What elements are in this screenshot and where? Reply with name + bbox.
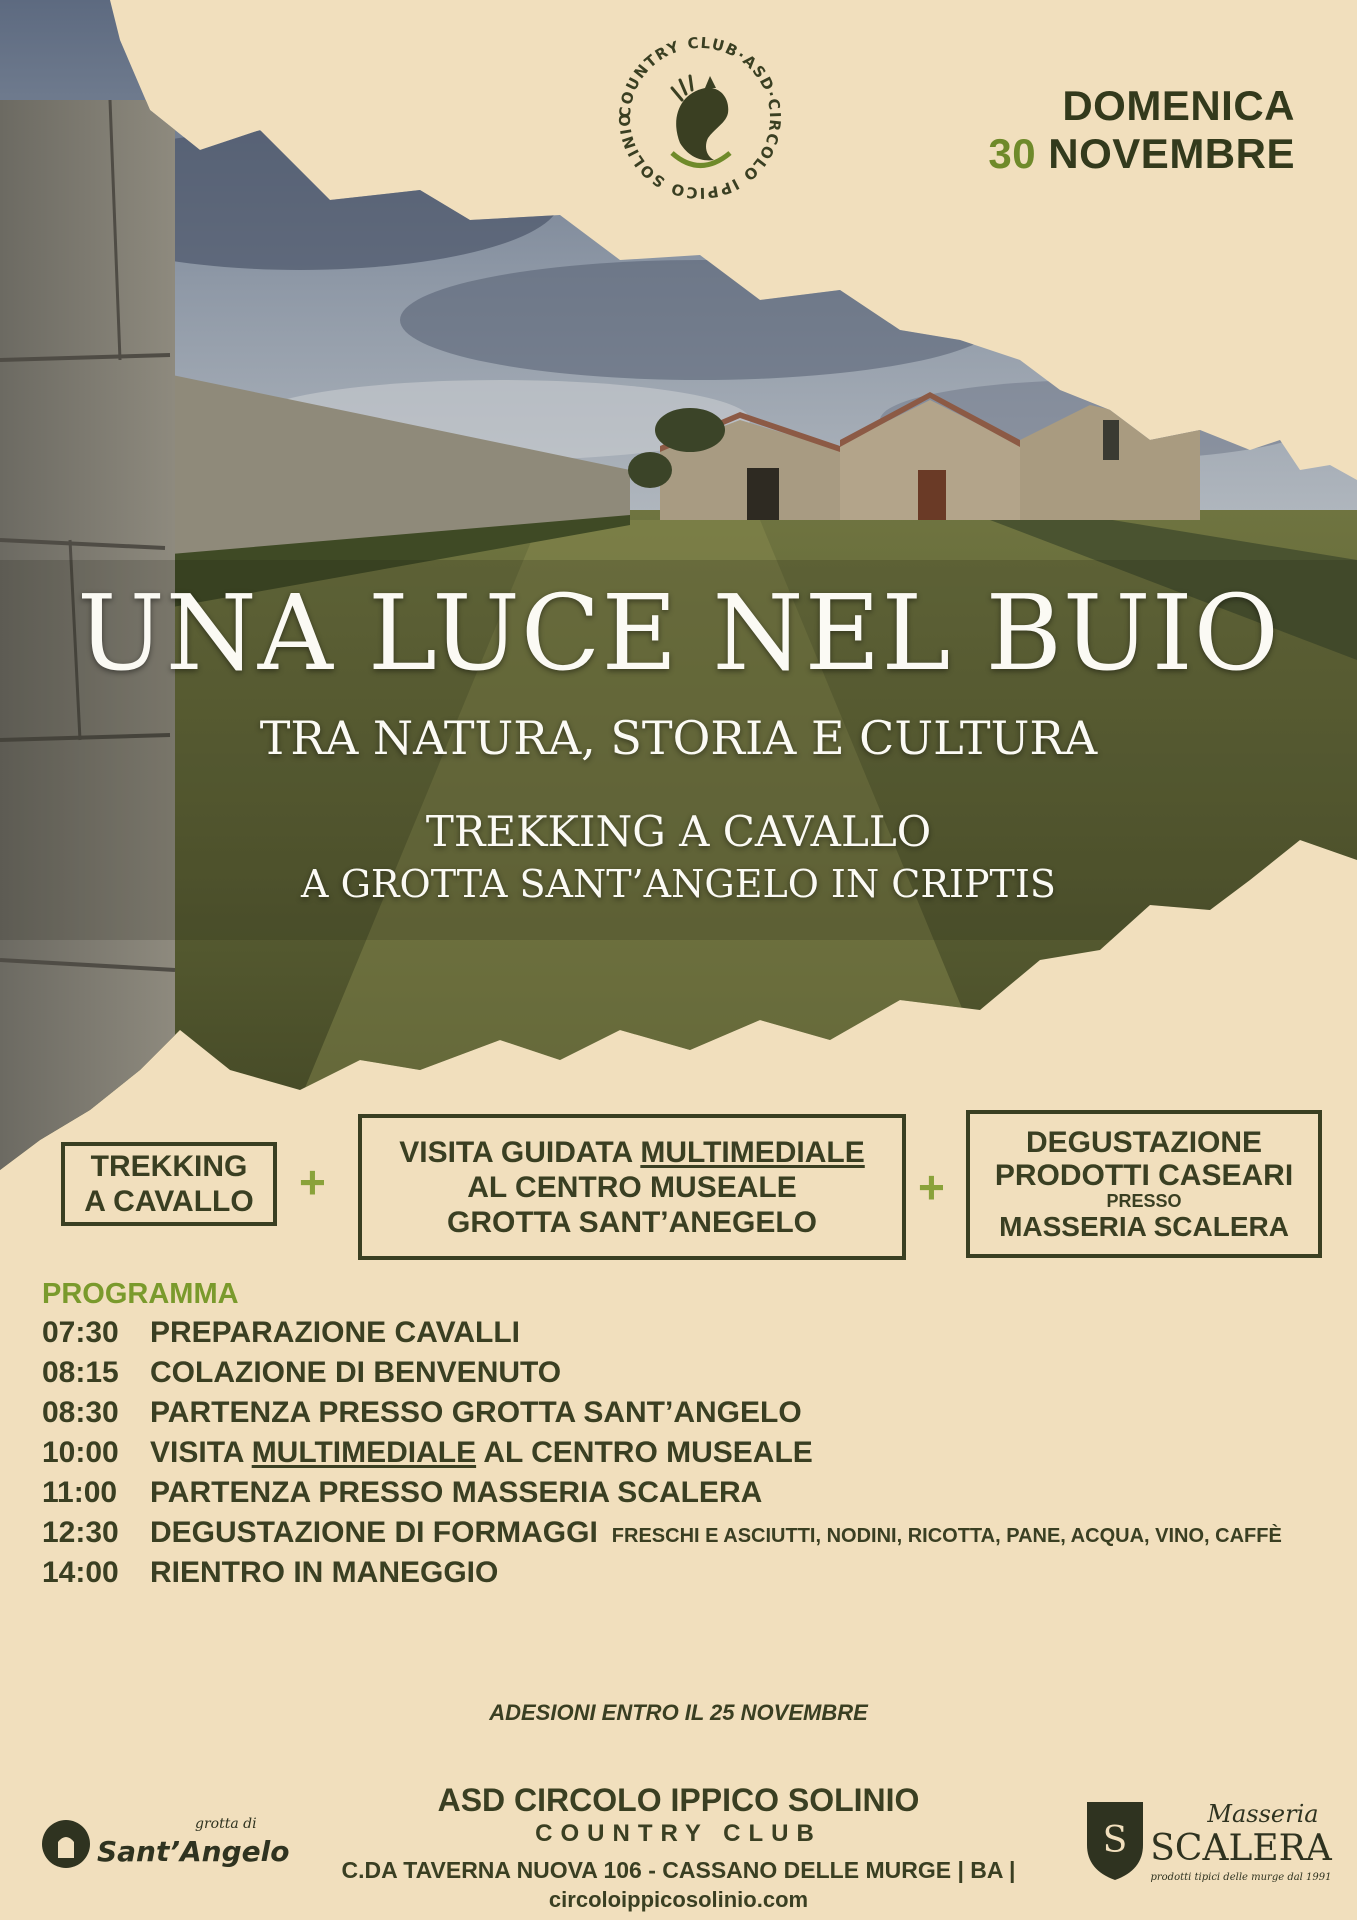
program-item xyxy=(42,1436,1282,1476)
club-address: C.DA TAVERNA NUOVA 106 - CASSANO DELLE MURGE | BA | xyxy=(341,1857,1016,1883)
program-time: 08:15 xyxy=(42,1356,119,1389)
masseria-scalera-logo xyxy=(1083,1790,1333,1890)
svg-text:COUNTRY CLUB·ASD·CIRCOLO IPPIC: COUNTRY CLUB·ASD·CIRCOLO IPPICO SOLINIO xyxy=(615,33,785,203)
event-tagline-2: A GROTTA SANT’ANGELO IN CRIPTIS xyxy=(301,862,1056,906)
activity-box-line: PRESSO xyxy=(1106,1190,1182,1211)
program-text: COLAZIONE DI BENVENUTO xyxy=(150,1356,562,1389)
activity-box-line: AL CENTRO MUSEALE xyxy=(467,1170,797,1204)
club-subtitle: COUNTRY CLUB xyxy=(535,1820,822,1847)
activity-box-text: VISITA GUIDATA xyxy=(399,1135,641,1169)
program-text: RIENTRO IN MANEGGIO xyxy=(150,1556,499,1589)
activity-box-trekking xyxy=(61,1142,277,1226)
activity-box-line xyxy=(362,1135,902,1170)
program-text: AL CENTRO MUSEALE xyxy=(476,1436,813,1469)
program-time: 14:00 xyxy=(42,1556,119,1589)
program-item xyxy=(42,1476,1282,1516)
program-title: PROGRAMMA xyxy=(42,1278,239,1310)
club-name: ASD CIRCOLO IPPICO SOLINIO xyxy=(437,1782,920,1818)
event-subtitle: TRA NATURA, STORIA E CULTURA xyxy=(259,711,1098,765)
program-item xyxy=(42,1556,1282,1596)
program-text-underlined: MULTIMEDIALE xyxy=(251,1436,477,1469)
program-time: 08:30 xyxy=(42,1396,119,1429)
event-month: NOVEMBRE xyxy=(1048,130,1295,177)
program-text: DEGUSTAZIONE DI FORMAGGI xyxy=(150,1516,598,1549)
event-day-number: 30 xyxy=(988,130,1037,177)
sant-angelo-logo xyxy=(40,1806,290,1876)
club-logo xyxy=(610,28,790,208)
club-website[interactable]: circoloippicosolinio.com xyxy=(548,1887,809,1912)
program-item xyxy=(42,1396,1282,1436)
scalera-badge-letter: S xyxy=(1102,1820,1128,1861)
program-item xyxy=(42,1516,1282,1556)
program-schedule xyxy=(42,1316,1282,1596)
activity-box-line: MASSERIA SCALERA xyxy=(999,1210,1289,1242)
scalera-name: SCALERA xyxy=(1150,1828,1332,1869)
event-date xyxy=(988,82,1295,178)
adhesion-deadline: ADESIONI ENTRO IL 25 NOVEMBRE xyxy=(489,1700,868,1725)
activity-box-tasting xyxy=(966,1110,1322,1258)
program-time: 07:30 xyxy=(42,1316,119,1349)
program-item xyxy=(42,1356,1282,1396)
activity-box-line: DEGUSTAZIONE xyxy=(1025,1125,1263,1159)
scalera-tagline: prodotti tipici delle murge dal 1991 xyxy=(1150,1872,1332,1883)
sant-angelo-name: Sant’Angelo xyxy=(97,1835,290,1868)
activity-box-line: PRODOTTI CASEARI xyxy=(994,1158,1294,1192)
plus-icon: + xyxy=(918,1161,945,1213)
plus-icon: + xyxy=(299,1156,326,1208)
sant-angelo-small: grotta di xyxy=(195,1816,257,1832)
program-text: PREPARAZIONE CAVALLI xyxy=(150,1316,521,1349)
event-day: DOMENICA xyxy=(1062,82,1295,129)
activity-box-line: TREKKING xyxy=(90,1150,248,1183)
activity-box-underlined: MULTIMEDIALE xyxy=(640,1135,865,1169)
scalera-top: Masseria xyxy=(1207,1800,1319,1828)
program-time: 12:30 xyxy=(42,1516,119,1549)
activity-box-visit xyxy=(358,1114,906,1260)
event-title: UNA LUCE NEL BUIO xyxy=(77,572,1280,694)
program-item xyxy=(42,1316,1282,1356)
event-day-month xyxy=(988,130,1295,178)
program-text: PARTENZA PRESSO GROTTA SANT’ANGELO xyxy=(150,1396,802,1429)
program-time: 10:00 xyxy=(42,1436,119,1469)
event-tagline-1: TREKKING A CAVALLO xyxy=(425,807,932,856)
program-time: 11:00 xyxy=(42,1476,118,1509)
activity-box-line: A CAVALLO xyxy=(84,1185,254,1218)
program-text: VISITA xyxy=(150,1436,252,1469)
activity-box-line: GROTTA SANT’ANEGELO xyxy=(447,1205,817,1239)
program-text: PARTENZA PRESSO MASSERIA SCALERA xyxy=(150,1476,763,1509)
program-extra: FRESCHI E ASCIUTTI, NODINI, RICOTTA, PANE, ACQUA, VINO, CAFFÈ xyxy=(611,1525,1282,1547)
